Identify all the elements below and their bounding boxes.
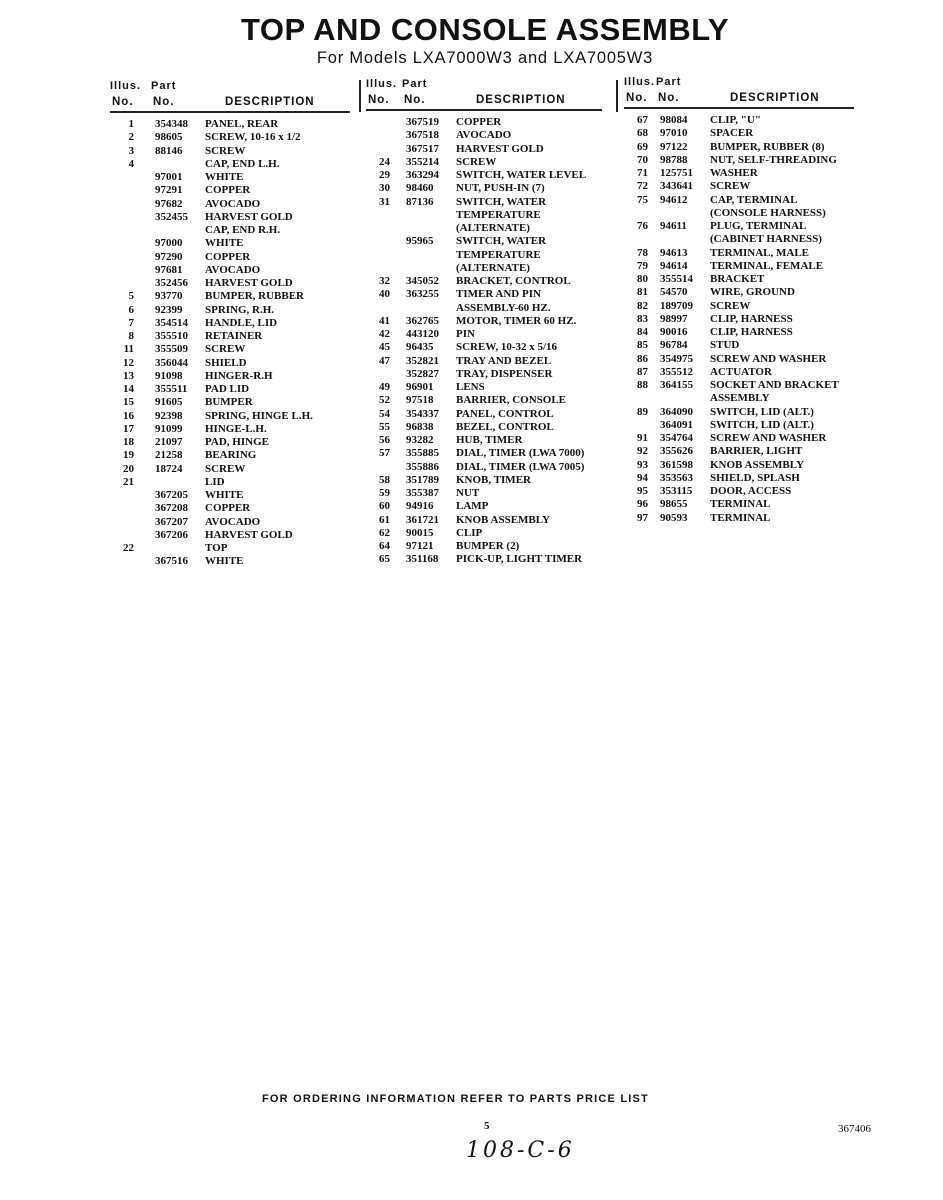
illus-number: 17: [123, 422, 134, 435]
illus-number: 12: [123, 356, 134, 369]
illus-number: 70: [637, 153, 648, 166]
part-description: HARVEST GOLD: [205, 528, 293, 541]
part-number: 96901: [406, 381, 434, 393]
header-description: DESCRIPTION: [476, 94, 566, 106]
part-number: 367205: [155, 489, 188, 501]
part-number: 353115: [660, 485, 693, 497]
part-description: HINGER-R.H: [205, 369, 273, 382]
part-number: 96784: [660, 339, 688, 352]
part-number: 54570: [660, 286, 688, 299]
illus-number: 31: [379, 195, 390, 208]
part-description: WHITE: [205, 555, 244, 568]
part-description: HINGE-L.H.: [205, 422, 267, 435]
illus-number: 41: [379, 314, 390, 327]
part-description: AVOCADO: [205, 515, 261, 528]
illus-number: 88: [637, 379, 648, 391]
part-description: BARRIER, LIGHT: [710, 445, 803, 458]
illus-number: 7: [128, 316, 134, 329]
part-description: BUMPER: [205, 396, 253, 409]
part-number: 94612: [660, 193, 688, 206]
part-description: BRACKET: [710, 273, 765, 285]
part-number: 97000: [155, 237, 183, 250]
illus-number: 16: [123, 409, 134, 422]
illus-number: 55: [379, 420, 390, 433]
part-number: 363255: [406, 288, 439, 301]
illus-number: 85: [637, 339, 648, 352]
part-description: HUB, TIMER: [456, 434, 523, 446]
part-description: SCREW: [710, 180, 751, 193]
part-number: 354514: [155, 316, 188, 329]
part-number: 90593: [660, 511, 688, 524]
illus-number: 93: [637, 458, 648, 471]
part-description: BUMPER, RUBBER (8): [710, 140, 825, 153]
part-description: NUT, PUSH-IN (7): [456, 182, 545, 195]
part-description: TERMINAL, FEMALE: [710, 259, 824, 272]
part-description: TERMINAL: [710, 511, 771, 524]
illus-number: 47: [379, 354, 390, 367]
part-number: 354764: [660, 432, 693, 444]
illus-number: 91: [637, 432, 648, 444]
illus-number: 65: [379, 553, 390, 566]
part-number: 361721: [406, 513, 439, 526]
illus-number: 62: [379, 526, 390, 539]
part-description: TIMER AND PIN: [456, 288, 541, 301]
part-description: AVOCADO: [205, 263, 261, 276]
part-number: 97121: [406, 540, 434, 552]
document-number: 367406: [838, 1123, 871, 1135]
illus-number: 59: [379, 487, 390, 499]
part-number: 87136: [406, 195, 434, 208]
part-number: 352821: [406, 354, 439, 367]
part-description: (ALTERNATE): [456, 222, 530, 234]
illus-number: 64: [379, 540, 390, 552]
part-description: SPRING, R.H.: [205, 303, 275, 316]
part-description: SPRING, HINGE L.H.: [205, 409, 313, 422]
part-number: 88146: [155, 144, 183, 157]
part-description: LENS: [456, 381, 485, 393]
part-description: TRAY AND BEZEL: [456, 354, 552, 367]
part-description: HARVEST GOLD: [205, 210, 293, 223]
part-description: SHIELD, SPLASH: [710, 471, 800, 484]
part-description: COPPER: [205, 250, 251, 263]
part-description: CLIP, HARNESS: [710, 312, 793, 325]
part-description: TERMINAL, MALE: [710, 246, 810, 259]
illus-number: 56: [379, 434, 390, 446]
header-part: Part: [402, 78, 428, 90]
part-number: 90016: [660, 326, 688, 338]
part-description: SHIELD: [205, 356, 247, 369]
illus-number: 81: [637, 286, 648, 299]
part-number: 98084: [660, 114, 688, 126]
part-number: 364091: [660, 418, 693, 431]
part-number: 92398: [155, 409, 183, 422]
part-number: 351789: [406, 473, 439, 486]
illus-number: 79: [637, 259, 648, 272]
part-number: 91098: [155, 369, 183, 382]
part-number: 97010: [660, 127, 688, 140]
part-description: CLIP, HARNESS: [710, 326, 793, 338]
illus-number: 19: [123, 449, 134, 462]
part-description: WHITE: [205, 237, 244, 250]
part-number: 367208: [155, 502, 188, 515]
part-number: 189709: [660, 299, 693, 312]
illus-number: 80: [637, 273, 648, 285]
part-description: KNOB, TIMER: [456, 473, 531, 486]
part-number: 97682: [155, 197, 183, 210]
part-description: TRAY, DISPENSER: [456, 367, 553, 380]
part-number: 361598: [660, 458, 693, 471]
part-description: ACTUATOR: [710, 365, 772, 378]
part-description: PANEL, REAR: [205, 118, 279, 130]
illus-number: 69: [637, 140, 648, 153]
illus-number: 87: [637, 365, 648, 378]
illus-number: 57: [379, 447, 390, 460]
part-number: 94916: [406, 500, 434, 513]
illus-number: 49: [379, 381, 390, 393]
part-description: WASHER: [710, 167, 758, 179]
part-number: 354337: [406, 407, 439, 420]
column-divider: [359, 80, 361, 112]
illus-number: 6: [128, 303, 134, 316]
illus-number: 94: [637, 471, 648, 484]
part-number: 97001: [155, 171, 183, 183]
part-description: SWITCH, WATER LEVEL: [456, 169, 587, 181]
part-number: 95965: [406, 235, 434, 248]
part-description: SCREW, 10-16 x 1/2: [205, 131, 301, 144]
part-number: 96838: [406, 420, 434, 433]
part-number: 367519: [406, 116, 439, 128]
handwritten-note: 108-C-6: [466, 1138, 575, 1163]
page-number: 5: [484, 1120, 490, 1132]
part-description: PAD LID: [205, 383, 250, 395]
part-description: BRACKET, CONTROL: [456, 275, 571, 287]
part-number: 352455: [155, 210, 188, 223]
header-rule: [624, 107, 854, 109]
part-description: AVOCADO: [205, 197, 261, 210]
part-description: SPACER: [710, 127, 754, 140]
illus-number: 4: [128, 157, 134, 170]
part-description: SWITCH, LID (ALT.): [710, 418, 814, 431]
header-rule: [110, 111, 350, 113]
illus-number: 29: [379, 169, 390, 181]
part-number: 355885: [406, 447, 439, 460]
part-description: COPPER: [205, 502, 251, 515]
part-description: ASSEMBLY: [710, 392, 770, 405]
illus-number: 95: [637, 485, 648, 497]
illus-number: 45: [379, 341, 390, 354]
part-description: AVOCADO: [456, 129, 512, 142]
part-number: 345052: [406, 275, 439, 287]
illus-number: 67: [637, 114, 648, 126]
part-description: TERMINAL: [710, 498, 771, 511]
illus-number: 75: [637, 193, 648, 206]
part-description: NUT: [456, 487, 480, 499]
illus-number: 8: [128, 330, 134, 342]
illus-number: 76: [637, 220, 648, 232]
part-number: 355509: [155, 343, 188, 356]
part-number: 355510: [155, 330, 188, 342]
part-description: (ALTERNATE): [456, 261, 530, 274]
illus-number: 42: [379, 328, 390, 340]
part-description: HANDLE, LID: [205, 316, 278, 329]
part-number: 94614: [660, 259, 688, 272]
part-number: 355514: [660, 273, 693, 285]
part-number: 354348: [155, 118, 188, 130]
part-number: 355511: [155, 383, 188, 395]
part-number: 367517: [406, 142, 439, 155]
illus-number: 1: [128, 118, 134, 130]
part-number: 92399: [155, 303, 183, 316]
page-title: TOP AND CONSOLE ASSEMBLY: [241, 12, 729, 47]
part-description: PLUG, TERMINAL: [710, 220, 807, 232]
illus-number: 71: [637, 167, 648, 179]
part-description: BEZEL, CONTROL: [456, 420, 554, 433]
part-description: CLIP, "U": [710, 114, 761, 126]
part-description: BEARING: [205, 449, 257, 462]
part-description: SWITCH, WATER: [456, 195, 547, 208]
part-description: TEMPERATURE: [456, 248, 541, 261]
illus-number: 54: [379, 407, 390, 420]
part-number: 94613: [660, 246, 688, 259]
part-description: SCREW: [205, 462, 246, 475]
part-description: WHITE: [205, 489, 244, 501]
part-description: SCREW, 10-32 x 5/16: [456, 341, 558, 354]
header-rule: [366, 109, 602, 111]
part-number: 18724: [155, 462, 183, 475]
illus-number: 5: [128, 290, 134, 303]
part-description: TOP: [205, 542, 228, 554]
part-description: COPPER: [205, 184, 251, 197]
part-description: SWITCH, WATER: [456, 235, 547, 248]
part-number: 94611: [660, 220, 687, 232]
part-number: 367516: [155, 555, 188, 568]
part-number: 352827: [406, 367, 439, 380]
part-number: 355512: [660, 365, 693, 378]
header-illus-no: No.: [626, 92, 648, 104]
part-description: PAD, HINGE: [205, 436, 269, 448]
header-description: DESCRIPTION: [225, 96, 315, 108]
part-description: NUT, SELF-THREADING: [710, 153, 837, 166]
illus-number: 84: [637, 326, 648, 338]
part-number: 355387: [406, 487, 439, 499]
part-number: 97518: [406, 394, 434, 407]
header-illus: Illus.: [366, 78, 398, 90]
part-number: 98997: [660, 312, 688, 325]
part-number: 21097: [155, 436, 183, 448]
part-description: BUMPER, RUBBER: [205, 290, 305, 303]
part-description: SCREW: [205, 144, 246, 157]
illus-number: 2: [128, 131, 134, 144]
illus-number: 32: [379, 275, 390, 287]
part-description: SCREW: [205, 343, 246, 356]
illus-number: 78: [637, 246, 648, 259]
part-number: 355626: [660, 445, 693, 458]
part-description: LID: [205, 475, 225, 488]
illus-number: 22: [123, 542, 134, 554]
part-number: 367207: [155, 515, 188, 528]
illus-number: 18: [123, 436, 134, 448]
header-illus: Illus.: [110, 80, 142, 92]
part-number: 355886: [406, 460, 439, 473]
header-illus: Illus.: [624, 76, 656, 88]
part-description: PICK-UP, LIGHT TIMER: [456, 553, 583, 566]
part-description: SCREW: [456, 155, 497, 168]
part-description: HARVEST GOLD: [205, 277, 293, 289]
header-part-no: No.: [658, 92, 680, 104]
part-description: KNOB ASSEMBLY: [456, 513, 551, 526]
part-description: LAMP: [456, 500, 489, 513]
part-number: 363294: [406, 169, 439, 181]
part-number: 90015: [406, 526, 434, 539]
part-number: 97122: [660, 140, 688, 153]
part-number: 443120: [406, 328, 439, 340]
part-number: 97291: [155, 184, 183, 197]
part-number: 93282: [406, 434, 434, 446]
part-number: 354975: [660, 352, 693, 365]
part-description: MOTOR, TIMER 60 HZ.: [456, 314, 577, 327]
part-description: DIAL, TIMER (LWA 7005): [456, 460, 585, 473]
page-subtitle: For Models LXA7000W3 and LXA7005W3: [316, 49, 654, 67]
illus-number: 97: [637, 511, 648, 524]
part-description: DIAL, TIMER (LWA 7000): [456, 447, 585, 460]
illus-number: 30: [379, 182, 390, 195]
illus-number: 20: [123, 462, 134, 475]
part-number: 91605: [155, 396, 183, 409]
part-number: 97681: [155, 263, 183, 276]
part-number: 98788: [660, 153, 688, 166]
part-description: HARVEST GOLD: [456, 142, 544, 155]
column-divider: [616, 80, 618, 112]
ordering-note: FOR ORDERING INFORMATION REFER TO PARTS PRICE LIST: [262, 1093, 649, 1105]
part-number: 355214: [406, 155, 439, 168]
illus-number: 15: [123, 396, 134, 409]
part-description: SCREW AND WASHER: [710, 432, 827, 444]
part-number: 356044: [155, 356, 188, 369]
illus-number: 58: [379, 473, 390, 486]
part-number: 353563: [660, 471, 693, 484]
part-description: ASSEMBLY-60 HZ.: [456, 301, 551, 314]
header-part: Part: [151, 80, 177, 92]
part-description: RETAINER: [205, 330, 263, 342]
part-description: DOOR, ACCESS: [710, 485, 792, 497]
illus-number: 86: [637, 352, 648, 365]
part-number: 93770: [155, 290, 183, 303]
illus-number: 61: [379, 513, 390, 526]
header-illus-no: No.: [368, 94, 390, 106]
part-number: 367206: [155, 528, 188, 541]
part-number: 367518: [406, 129, 439, 142]
part-description: TEMPERATURE: [456, 208, 541, 221]
part-description: WIRE, GROUND: [710, 286, 795, 299]
part-number: 91099: [155, 422, 183, 435]
part-number: 96435: [406, 341, 434, 354]
part-description: (CONSOLE HARNESS): [710, 206, 826, 219]
header-part-no: No.: [404, 94, 426, 106]
illus-number: 83: [637, 312, 648, 325]
header-description: DESCRIPTION: [730, 92, 820, 104]
part-number: 343641: [660, 180, 693, 193]
illus-number: 21: [123, 475, 134, 488]
illus-number: 72: [637, 180, 648, 193]
illus-number: 52: [379, 394, 390, 407]
part-description: SCREW: [710, 299, 751, 312]
part-number: 352456: [155, 277, 188, 289]
part-description: (CABINET HARNESS): [710, 233, 822, 246]
part-number: 351168: [406, 553, 439, 566]
illus-number: 92: [637, 445, 648, 458]
part-number: 21258: [155, 449, 183, 462]
part-number: 362765: [406, 314, 439, 327]
part-description: CAP, END R.H.: [205, 224, 281, 236]
illus-number: 60: [379, 500, 390, 513]
part-number: 364090: [660, 405, 693, 418]
illus-number: 89: [637, 405, 648, 418]
part-description: KNOB ASSEMBLY: [710, 458, 805, 471]
part-number: 364155: [660, 379, 693, 391]
header-illus-no: No.: [112, 96, 134, 108]
part-description: STUD: [710, 339, 740, 352]
part-description: CAP, TERMINAL: [710, 193, 798, 206]
part-number: 98605: [155, 131, 183, 144]
part-number: 98460: [406, 182, 434, 195]
part-number: 98655: [660, 498, 688, 511]
part-number: 97290: [155, 250, 183, 263]
illus-number: 68: [637, 127, 648, 140]
illus-number: 13: [123, 369, 134, 382]
header-part: Part: [656, 76, 682, 88]
part-description: BUMPER (2): [456, 540, 520, 552]
part-description: CAP, END L.H.: [205, 157, 280, 170]
part-description: PANEL, CONTROL: [456, 407, 554, 420]
part-description: CLIP: [456, 526, 483, 539]
illus-number: 24: [379, 155, 390, 168]
part-description: SOCKET AND BRACKET: [710, 379, 839, 391]
illus-number: 40: [379, 288, 390, 301]
illus-number: 96: [637, 498, 648, 511]
part-number: 125751: [660, 167, 693, 179]
part-description: PIN: [456, 328, 475, 340]
part-description: SCREW AND WASHER: [710, 352, 827, 365]
header-part-no: No.: [153, 96, 175, 108]
part-description: SWITCH, LID (ALT.): [710, 405, 814, 418]
illus-number: 14: [123, 383, 134, 395]
part-description: WHITE: [205, 171, 244, 183]
illus-number: 11: [123, 343, 134, 356]
part-description: BARRIER, CONSOLE: [456, 394, 567, 407]
illus-number: 82: [637, 299, 648, 312]
part-description: COPPER: [456, 116, 502, 128]
illus-number: 3: [128, 144, 134, 157]
